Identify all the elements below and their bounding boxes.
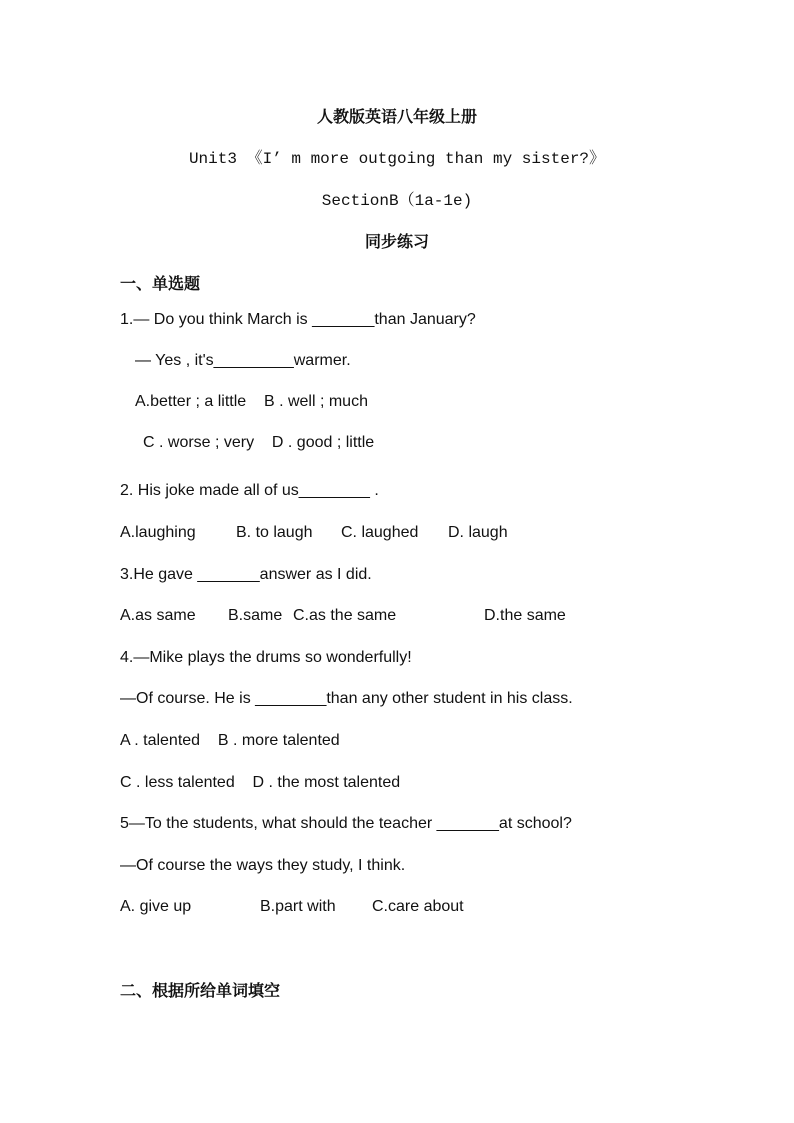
question-1-reply: — Yes , it's_________warmer. [135,352,351,369]
section-heading-word-fill: 二、根据所给单词填空 [120,981,281,1000]
question-4-options-ab: A . talented B . more talented [120,732,340,749]
question-5-reply: —Of course the ways they study, I think. [120,857,406,874]
question-5-option-b: B.part with [260,898,336,915]
question-2-option-d: D. laugh [448,524,508,541]
question-4-reply: —Of course. He is ________than any other student in his class. [120,690,573,707]
document-title: 人教版英语八年级上册 [316,107,477,126]
question-3-stem: 3.He gave _______answer as I did. [120,566,372,583]
question-4-stem: 4.—Mike plays the drums so wonderfully! [120,649,412,666]
practice-subtitle: 同步练习 [364,232,429,251]
question-5-option-c: C.care about [372,898,464,915]
question-1-stem: 1.— Do you think March is _______than January? [120,311,476,328]
section-title: SectionB（1a-1e) [321,192,473,210]
question-3-option-c: C.as the same [293,607,397,624]
question-3-option-a: A.as same [120,607,196,624]
unit-title: Unit3 《I’ m more outgoing than my sister?》 [188,150,606,168]
question-2-option-a: A.laughing [120,524,196,541]
question-2-option-c: C. laughed [341,524,419,541]
question-3-option-b: B.same [228,607,283,624]
question-5-option-a: A. give up [120,898,192,915]
question-1-options-cd: C . worse ; very D . good ; little [143,434,375,451]
question-1-options-ab: A.better ; a little B . well ; much [135,393,368,410]
section-heading-single-choice: 一、单选题 [120,274,201,293]
question-2-option-b: B. to laugh [236,524,313,541]
question-2-stem: 2. His joke made all of us________ . [120,482,379,499]
question-3-option-d: D.the same [484,607,566,624]
question-4-options-cd: C . less talented D . the most talented [120,774,401,791]
question-5-stem: 5—To the students, what should the teacher _______at school? [120,815,572,832]
